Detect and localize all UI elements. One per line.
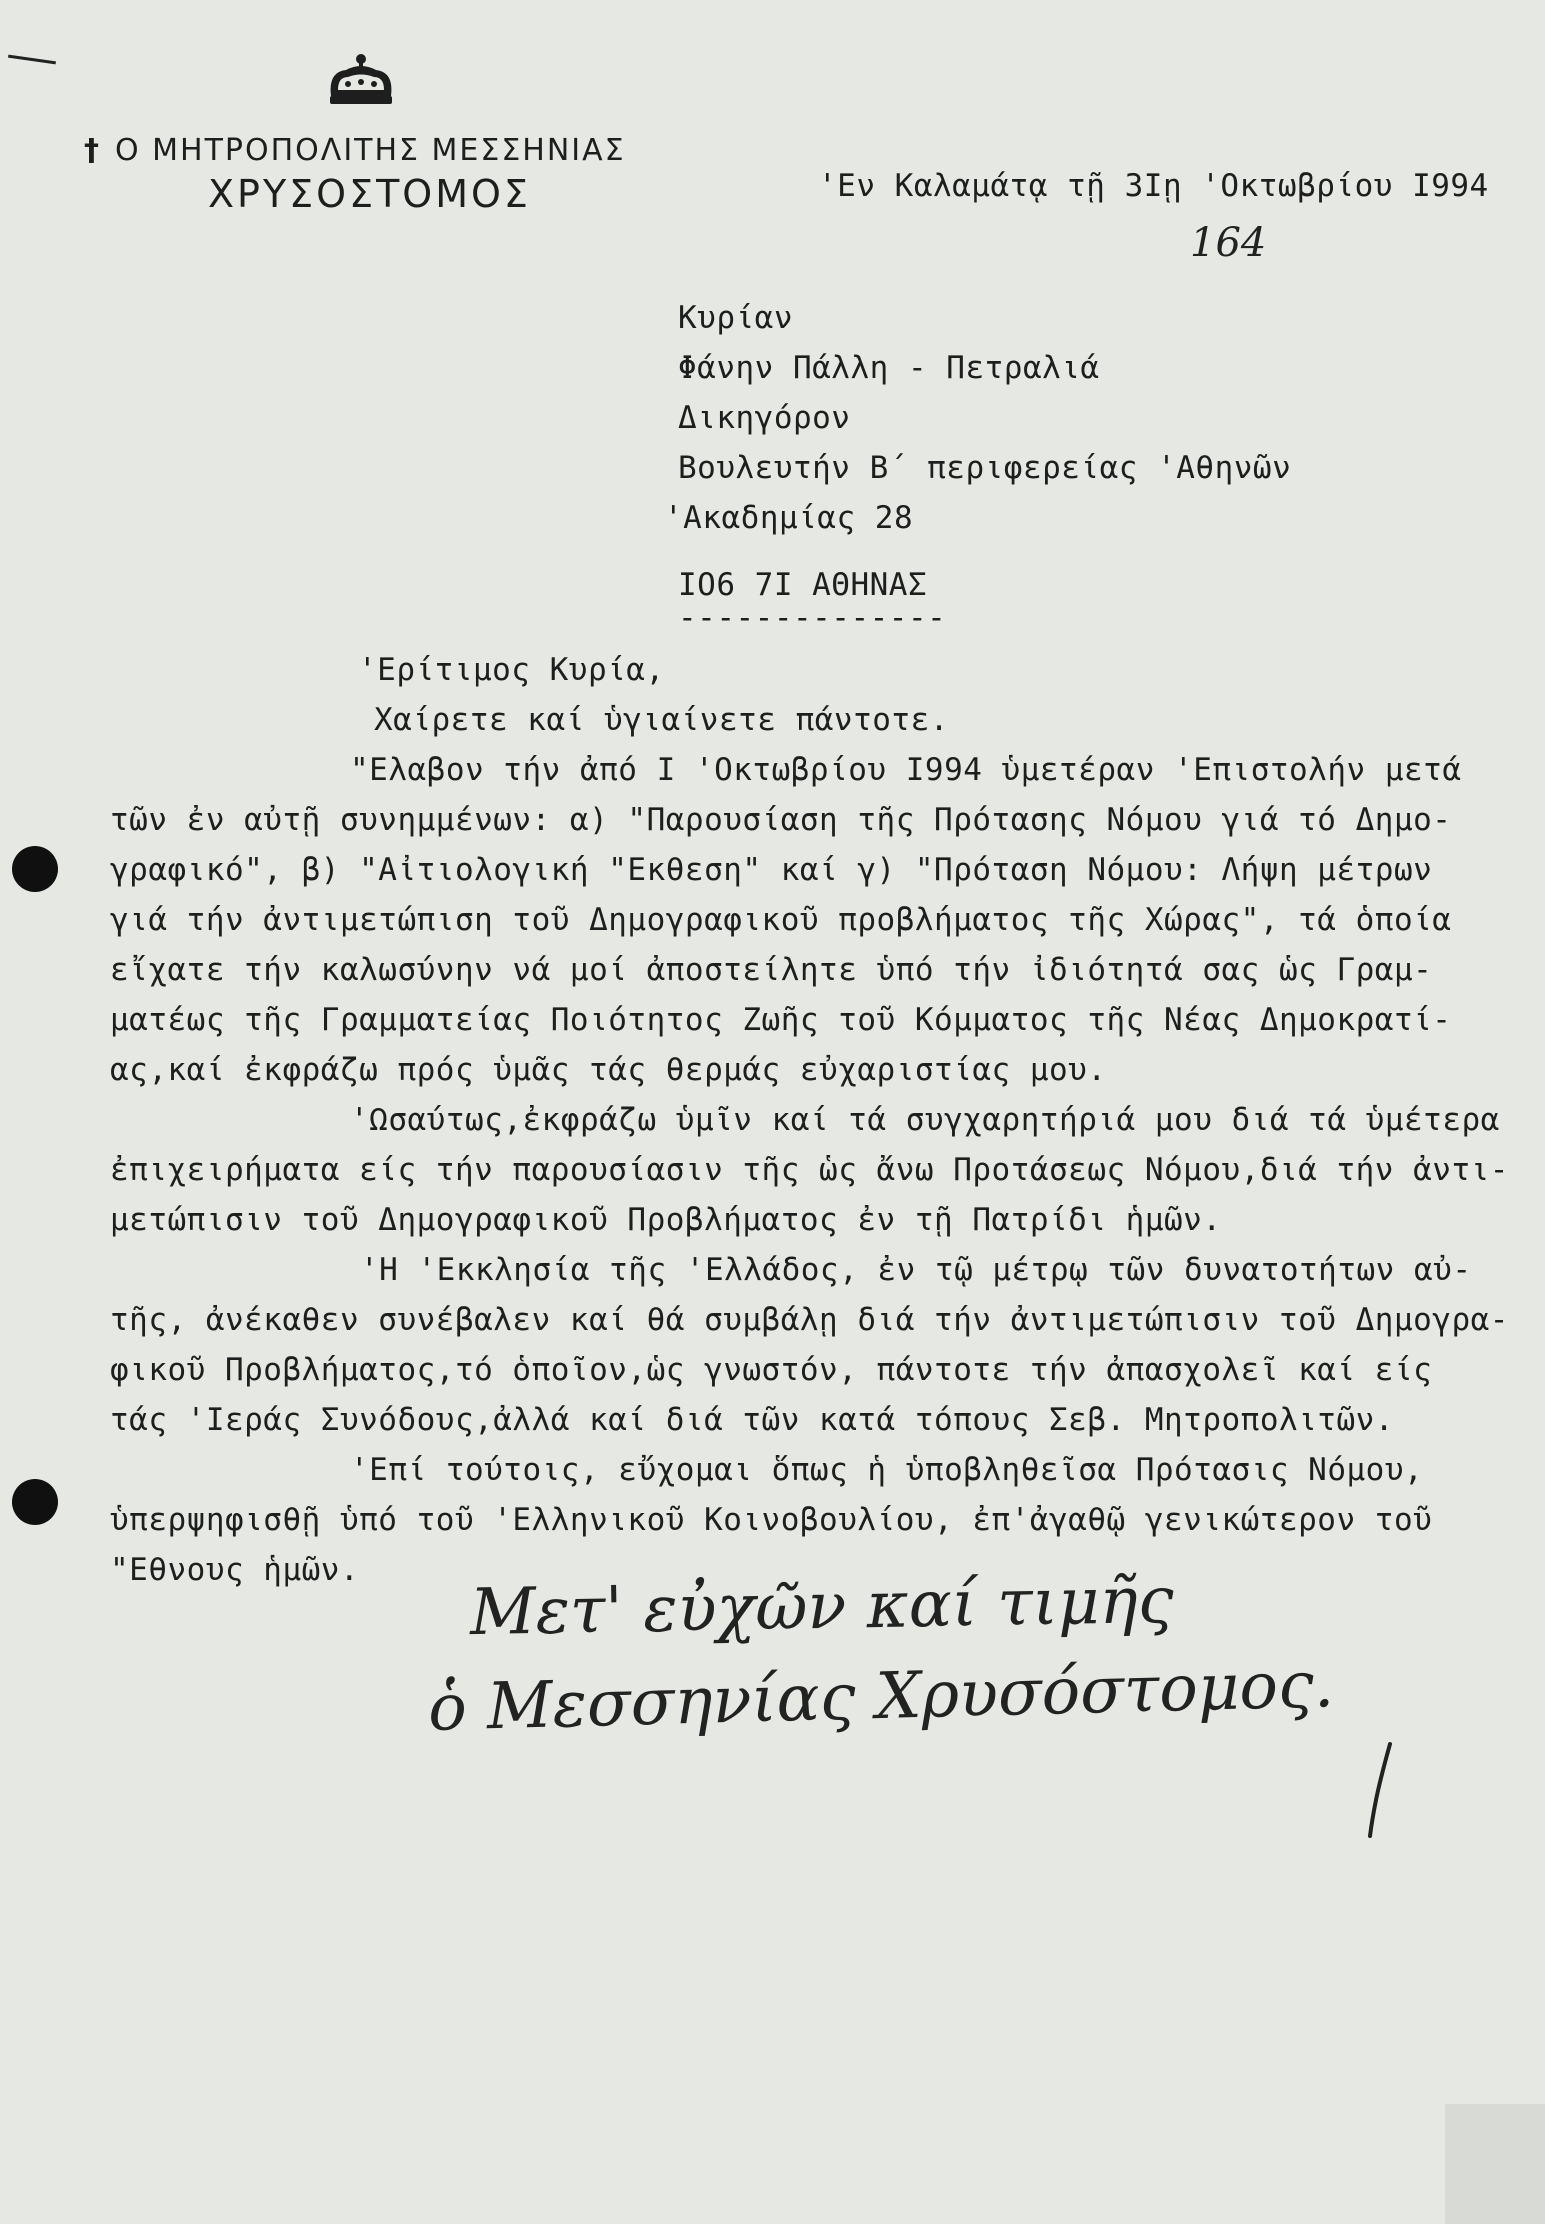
signature-flourish bbox=[1350, 1740, 1410, 1840]
body-line: τῶν ἐν αὐτῇ συνημμένων: α) "Παρουσίαση τῆς Πρότασης Νόμου γιά τό Δημο- bbox=[110, 802, 1452, 838]
body-line: "Εθνους ἡμῶν. bbox=[110, 1552, 360, 1588]
handwritten-number: 164 bbox=[1190, 220, 1267, 266]
recipient-line: Φάνην Πάλλη - Πετραλιά bbox=[678, 350, 1100, 386]
body-line: ματέως τῆς Γραμματείας Ποιότητος Ζωῆς τοῦ Κόμματος τῆς Νέας Δημοκρατί- bbox=[110, 1002, 1452, 1038]
body-line: 'Ωσαύτως,ἐκφράζω ὑμῖν καί τά συγχαρητήριά μου διά τά ὑμέτερα bbox=[350, 1102, 1500, 1138]
body-line: 'Επί τούτοις, εὔχομαι ὅπως ἡ ὑποβληθεῖσα Πρότασις Νόμου, bbox=[350, 1452, 1424, 1488]
body-line: εἴχατε τήν καλωσύνην νά μοί ἀποστείλητε ὑπό τήν ἰδιότητά σας ὡς Γραμ- bbox=[110, 952, 1433, 988]
letterhead-line1: † Ο ΜΗΤΡΟΠΟΛΙΤΗΣ ΜΕΣΣΗΝΙΑΣ bbox=[84, 133, 626, 168]
body-line: γραφικό", β) "Αἰτιολογική "Εκθεση" καί γ) "Πρόταση Νόμου: Λήψη μέτρων bbox=[110, 852, 1433, 888]
cross-glyph: † bbox=[84, 133, 101, 168]
salutation: 'Ερίτιμος Κυρία, bbox=[358, 652, 665, 688]
body-line: ας,καί ἐκφράζω πρός ὑμᾶς τάς θερμάς εὐχαριστίας μου. bbox=[110, 1052, 1107, 1088]
greeting-line: Χαίρετε καί ὑγιαίνετε πάντοτε. bbox=[374, 702, 949, 738]
margin-mark bbox=[8, 55, 56, 65]
scan-corner bbox=[1445, 2104, 1545, 2224]
closing-handwritten: Μετ' εὐχῶν καί τιμῆς bbox=[469, 1563, 1175, 1651]
body-line: φικοῦ Προβλήματος,τό ὁποῖον,ὡς γνωστόν, πάντοτε τήν ἀπασχολεῖ καί είς bbox=[110, 1352, 1433, 1388]
body-line: τῆς, ἀνέκαθεν συνέβαλεν καί θά συμβάλῃ διά τήν ἀντιμετώπισιν τοῦ Δημογρα- bbox=[110, 1302, 1509, 1338]
body-line: 'Η 'Εκκλησία τῆς 'Ελλάδος, ἐν τῷ μέτρῳ τῶν δυνατοτήτων αὐ- bbox=[360, 1252, 1472, 1288]
recipient-line: Βουλευτήν Β΄ περιφερείας 'Αθηνῶν bbox=[678, 450, 1292, 486]
recipient-line: Δικηγόρον bbox=[678, 400, 851, 436]
recipient-underline: -------------- bbox=[678, 600, 947, 636]
punch-hole bbox=[12, 1479, 58, 1525]
body-line: μετώπισιν τοῦ Δημογραφικοῦ Προβλήματος ἐν τῇ Πατρίδι ἡμῶν. bbox=[110, 1202, 1222, 1238]
letterhead-line2: ΧΡΥΣΟΣΤΟΜΟΣ bbox=[208, 172, 531, 216]
body-line: ὑπερψηφισθῇ ὑπό τοῦ 'Ελληνικοῦ Κοινοβουλίου, ἐπ'ἀγαθῷ γενικώτερον τοῦ bbox=[110, 1502, 1433, 1538]
body-line: τάς 'Ιεράς Συνόδους,ἀλλά καί διά τῶν κατά τόπους Σεβ. Μητροπολιτῶν. bbox=[110, 1402, 1394, 1438]
signature-handwritten: ὁ Μεσσηνίας Χρυσόστομος. bbox=[427, 1648, 1335, 1746]
body-line: γιά τήν ἀντιμετώπιση τοῦ Δημογραφικοῦ προβλήματος τῆς Χώρας", τά ὁποία bbox=[110, 902, 1452, 938]
recipient-line: Κυρίαν bbox=[678, 300, 793, 336]
crown-icon bbox=[326, 52, 396, 110]
date-line: 'Εν Καλαμάτᾳ τῇ 3Ιῃ 'Οκτωβρίου Ι994 bbox=[818, 168, 1489, 204]
recipient-line: 'Ακαδημίας 28 bbox=[664, 500, 914, 536]
recipient-postal: ΙΟ6 7Ι ΑΘΗΝΑΣ bbox=[678, 567, 928, 603]
body-line: ἐπιχειρήματα είς τήν παρουσίασιν τῆς ὡς ἄνω Προτάσεως Νόμου,διά τήν ἀντι- bbox=[110, 1152, 1509, 1188]
body-line: "Ελαβον τήν ἀπό Ι 'Οκτωβρίου Ι994 ὑμετέραν 'Επιστολήν μετά bbox=[350, 752, 1462, 788]
punch-hole bbox=[12, 846, 58, 892]
